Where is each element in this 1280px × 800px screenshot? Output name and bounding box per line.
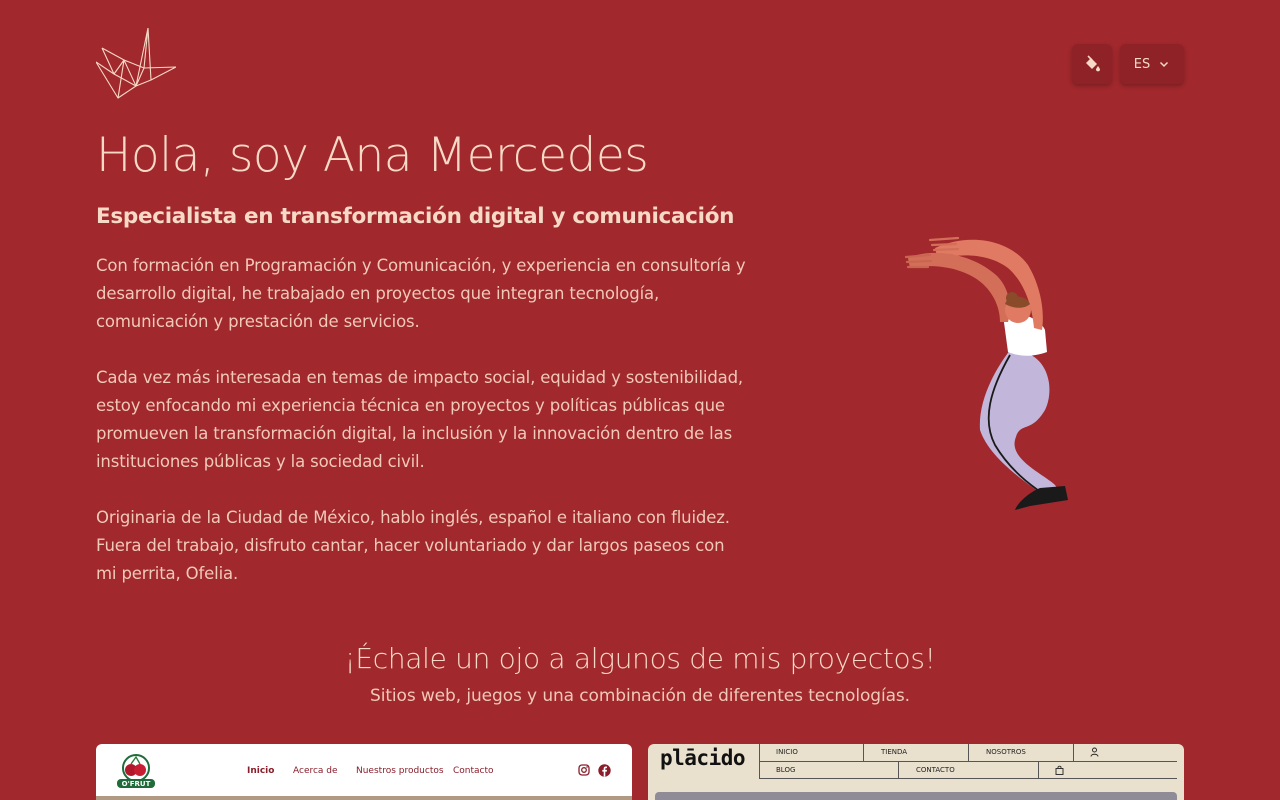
projects-subtitle: Sitios web, juegos y una combinación de diferentes tecnologías. [370,686,910,706]
project-card-ofrut[interactable] [96,744,632,800]
facebook-icon [598,764,611,777]
placido-logo: plācido [660,746,746,770]
placido-nav-item: TIENDA [881,748,908,756]
card-image-strip [655,792,1177,800]
user-icon [1090,747,1099,757]
placido-nav-item: BLOG [776,766,796,774]
placido-nav-item: CONTACTO [916,766,955,774]
stretching-woman-illustration [900,230,1080,520]
bio-paragraph: Cada vez más interesada en temas de impacto social, equidad y sostenibilidad, estoy enfocando mi experiencia técnica en proyectos y políticas públicas que promueven la transformación digital, la inclusión y la innovación dentro de las instituciones públicas y la sociedad civil. [96,368,744,471]
page-subtitle: Especialista en transformación digital y comunicación [96,204,735,229]
ofrut-logo [116,752,156,788]
instagram-icon [578,764,590,776]
language-select[interactable] [1120,44,1184,84]
ofrut-nav-item: Acerca de [293,766,338,776]
ofrut-nav-item: Inicio [247,766,275,776]
project-card-placido[interactable] [648,744,1184,800]
bio-paragraph: Con formación en Programación y Comunicación, y experiencia en consultoría y desarrollo digital, he trabajado en proyectos que integran tecnología, comunicación y prestación de servicios. [96,256,746,331]
card-image-strip [96,796,632,800]
bio-paragraph: Originaria de la Ciudad de México, hablo inglés, español e italiano con fluidez. Fuera del trabajo, disfruto cantar, hacer voluntariado y dar largos paseos con mi perrita, Ofelia. [96,508,730,583]
placido-nav-item: INICIO [776,748,798,756]
page-title: Hola, soy Ana Mercedes [96,128,649,183]
chevron-down-icon [1158,58,1170,70]
language-label: ES [1133,56,1151,72]
ofrut-nav-item: Contacto [453,766,494,776]
ofrut-logo-text: O'FRUT [121,780,151,788]
placido-nav-item: NOSOTROS [986,748,1026,756]
ofrut-nav-item: Nuestros productos [356,766,444,776]
paint-bucket-icon [1083,55,1101,73]
theme-button[interactable] [1072,44,1112,84]
projects-title: ¡Échale un ojo a algunos de mis proyectos! [344,642,936,675]
bio [96,252,746,616]
bag-icon [1055,765,1064,775]
origami-crane-icon[interactable] [96,28,176,99]
